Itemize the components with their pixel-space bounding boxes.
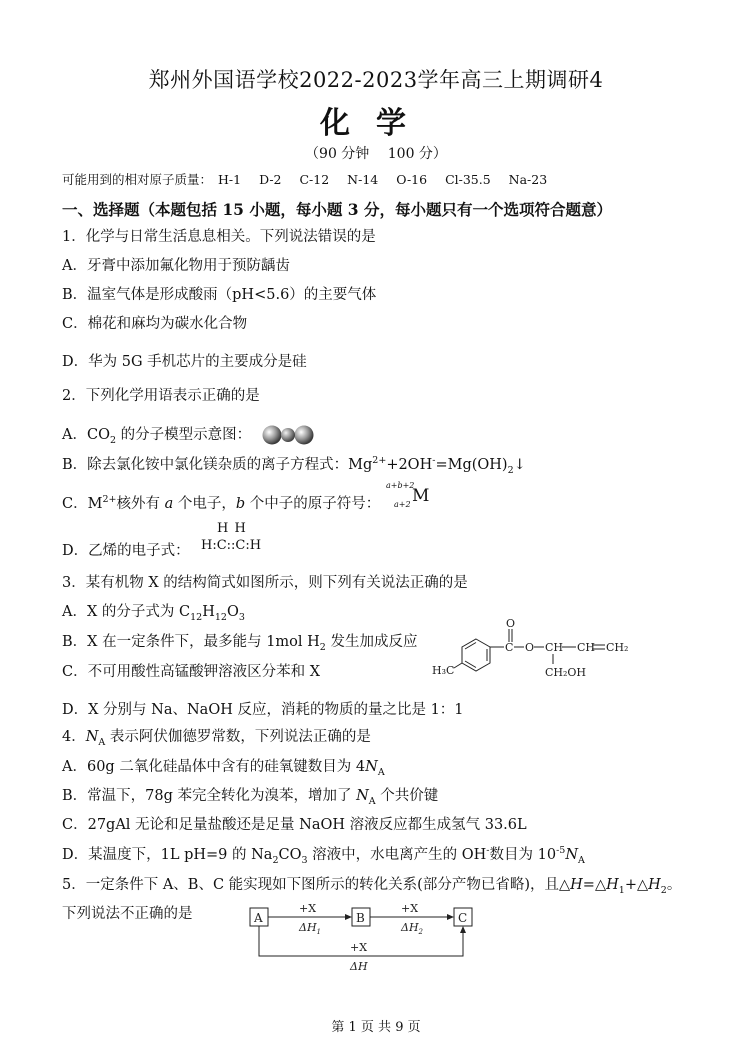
q2-stem: 2．下列化学用语表示正确的是 xyxy=(62,388,260,404)
mass-item: C-12 xyxy=(299,172,330,187)
mass-item: D-2 xyxy=(259,172,282,187)
box-b-label: B xyxy=(356,911,365,925)
struct-c: C xyxy=(505,641,514,654)
subject-title: 化学 xyxy=(320,106,432,141)
reagent-x-3: +X xyxy=(350,941,368,954)
mass-item: Na-23 xyxy=(508,172,548,187)
q2-option-c: C．$M^{2+}$核外有 a 个电子，b 个中子的原子符号： xyxy=(62,494,381,512)
atomic-masses xyxy=(62,170,561,190)
q1-option-c: C．棉花和麻均为碳水化合物 xyxy=(62,316,248,332)
dh2-label: ΔH xyxy=(401,921,419,934)
q4-stem: 4．$N_A$ 表示阿伏伽德罗常数，下列说法正确的是 xyxy=(62,729,371,748)
dh1-label: ΔH xyxy=(299,921,317,934)
reagent-x-1: +X xyxy=(299,902,317,915)
q3-option-b: B．X 在一定条件下，最多能与 1mol $H_2$ 发生加成反应 xyxy=(62,634,418,653)
q5-stem: 5．一定条件下 A、B、C 能实现如下图所示的转化关系(部分产物已省略)，且$\triangle H=\triangle H_1+\triangle H_2$。 xyxy=(62,877,682,896)
q2-option-d: D．乙烯的电子式： xyxy=(62,543,190,559)
mass-item: N-14 xyxy=(347,172,379,187)
exam-title: 郑州外国语学校2022-2023学年高三上期调研4 xyxy=(148,68,604,92)
q3-option-a: A．X 的分子式为 $C_{12}H_{12}O_3$ xyxy=(62,604,245,623)
compound-x-structure xyxy=(432,618,632,683)
svg-text:ΔH1 xyxy=(298,921,321,936)
reagent-x-2: +X xyxy=(401,902,419,915)
struct-ch2-end: CH₂ xyxy=(606,641,629,654)
struct-ch2oh: CH₂OH xyxy=(545,666,587,679)
ethylene-electron-formula: H H H:C::C:H xyxy=(201,521,262,553)
section-title: 一、选择题（本题包括 15 小题，每小题 3 分，每小题只有一个选项符合题意） xyxy=(62,200,612,219)
q3-option-d: D．X 分别与 Na、NaOH 反应，消耗的物质的量之比是 1：1 xyxy=(62,702,464,718)
q1-stem: 1．化学与日常生活息息相关。下列说法错误的是 xyxy=(62,229,376,245)
struct-h3c: H₃C xyxy=(432,664,455,677)
dh-label: ΔH xyxy=(350,960,368,973)
struct-o: O xyxy=(525,641,535,654)
struct-ch2: CH xyxy=(577,641,596,654)
q4-option-d: D．某温度下，1L pH=9 的 $Na_2CO_3$ 溶液中，水电离产生的 OH-数目为 $10^{-5}N_A$ xyxy=(62,845,585,866)
svg-text:ΔH2 xyxy=(400,921,424,936)
dh1-sub: 1 xyxy=(316,928,322,936)
conversion-diagram xyxy=(246,896,486,976)
dh2-sub: 2 xyxy=(418,928,424,936)
q1-option-a: A．牙膏中添加氟化物用于预防龋齿 xyxy=(62,258,290,274)
q4-option-b: B．常温下，78g 苯完全转化为溴苯，增加了 $N_A$ 个共价键 xyxy=(62,788,439,807)
mass-item: O-16 xyxy=(396,172,428,187)
q4-option-c: C．27gAl 无论和足量盐酸还是足量 NaOH 溶液反应都生成氢气 33.6L xyxy=(62,817,527,833)
box-a-label: A xyxy=(254,911,263,925)
q3-stem: 3．某有机物 X 的结构简式如图所示，则下列有关说法正确的是 xyxy=(62,575,468,591)
co2-model-icon xyxy=(262,423,314,447)
q4-option-a: A．60g 二氧化硅晶体中含有的硅氧键数目为 $4N_A$ xyxy=(62,759,385,778)
q2-option-a: A．$CO_2$ 的分子模型示意图： xyxy=(62,423,314,447)
time-info: （90 分钟 100 分） xyxy=(305,146,447,162)
struct-ch1: CH xyxy=(545,641,564,654)
q1-option-d: D．华为 5G 手机芯片的主要成分是硅 xyxy=(62,354,307,370)
masses-label: 可能用到的相对原子质量： xyxy=(62,172,213,187)
box-c-label: C xyxy=(458,911,468,925)
mass-item: Cl-35.5 xyxy=(445,172,491,187)
q2-option-b: B．除去氯化铵中氯化镁杂质的离子方程式：$Mg^{2+}+2OH^-=Mg(OH)_2↓$ xyxy=(62,455,526,476)
nuclide-symbol: a+b+2 a+2 M xyxy=(386,481,430,509)
q5-stem-line2: 下列说法不正确的是 xyxy=(62,906,193,922)
q1-option-b: B．温室气体是形成酸雨（pH<5.6）的主要气体 xyxy=(62,287,377,303)
page-number: 第 1 页 共 9 页 xyxy=(331,1020,421,1035)
struct-o-top: O xyxy=(506,618,516,630)
q3-option-c: C．不可用酸性高锰酸钾溶液区分苯和 X xyxy=(62,664,321,680)
mass-item: H-1 xyxy=(218,172,242,187)
